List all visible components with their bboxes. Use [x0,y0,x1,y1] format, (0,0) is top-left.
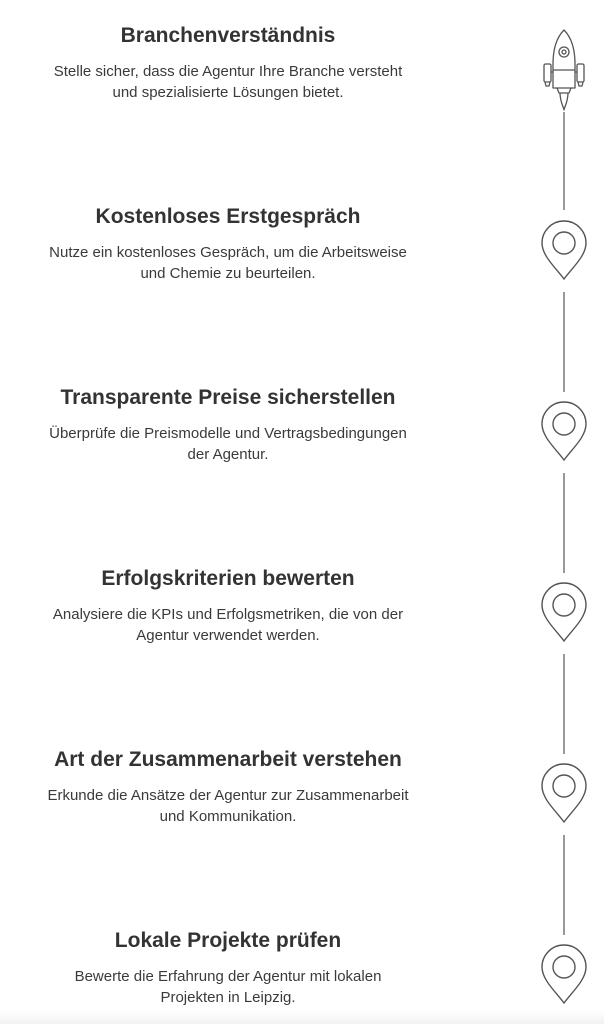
step-description-line: Stelle sicher, dass die Agentur Ihre Branche versteht [53,63,403,80]
step-4 [0,566,456,646]
step-description [0,61,456,103]
location-pin-icon [542,945,586,1003]
step-description-line: der Agentur. [187,446,269,463]
location-pin-icon [542,583,586,641]
rocket-icon [544,30,584,110]
step-description-line: und spezialisierte Lösungen bietet. [112,84,344,101]
step-description-line: Überprüfe die Preismodelle und Vertragsbedingungen [49,425,407,442]
step-title: Art der Zusammenarbeit verstehen [54,748,402,771]
step-title: Lokale Projekte prüfen [114,929,342,952]
step-title: Transparente Preise sicherstellen [60,386,396,409]
location-pin-icon [542,221,586,279]
step-description-line: Nutze ein kostenloses Gespräch, um die Arbeitsweise [49,244,407,261]
step-description-line: und Chemie zu beurteilen. [140,265,316,282]
location-pin-icon [542,402,586,460]
step-description-line: Projekten in Leipzig. [160,989,296,1006]
step-5 [0,747,456,827]
step-description [0,604,456,646]
step-1 [0,23,456,103]
step-description [0,966,456,1008]
step-title: Kostenloses Erstgespräch [95,205,361,228]
step-2 [0,204,456,284]
step-description-line: und Kommunikation. [159,808,297,825]
step-description-line: Bewerte die Erfahrung der Agentur mit lokalen [74,968,382,985]
step-6 [0,928,456,1008]
step-description [0,423,456,465]
location-pin-icon [542,764,586,822]
step-3 [0,385,456,465]
step-description-line: Erkunde die Ansätze der Agentur zur Zusammenarbeit [47,787,409,804]
step-description-line: Agentur verwendet werden. [136,627,320,644]
step-description-line: Analysiere die KPIs und Erfolgsmetriken, die von der [52,606,404,623]
step-description [0,242,456,284]
step-description [0,785,456,827]
step-title: Erfolgskriterien bewerten [101,567,355,590]
step-title: Branchenverständnis [120,24,336,47]
bottom-fade [0,1010,604,1024]
